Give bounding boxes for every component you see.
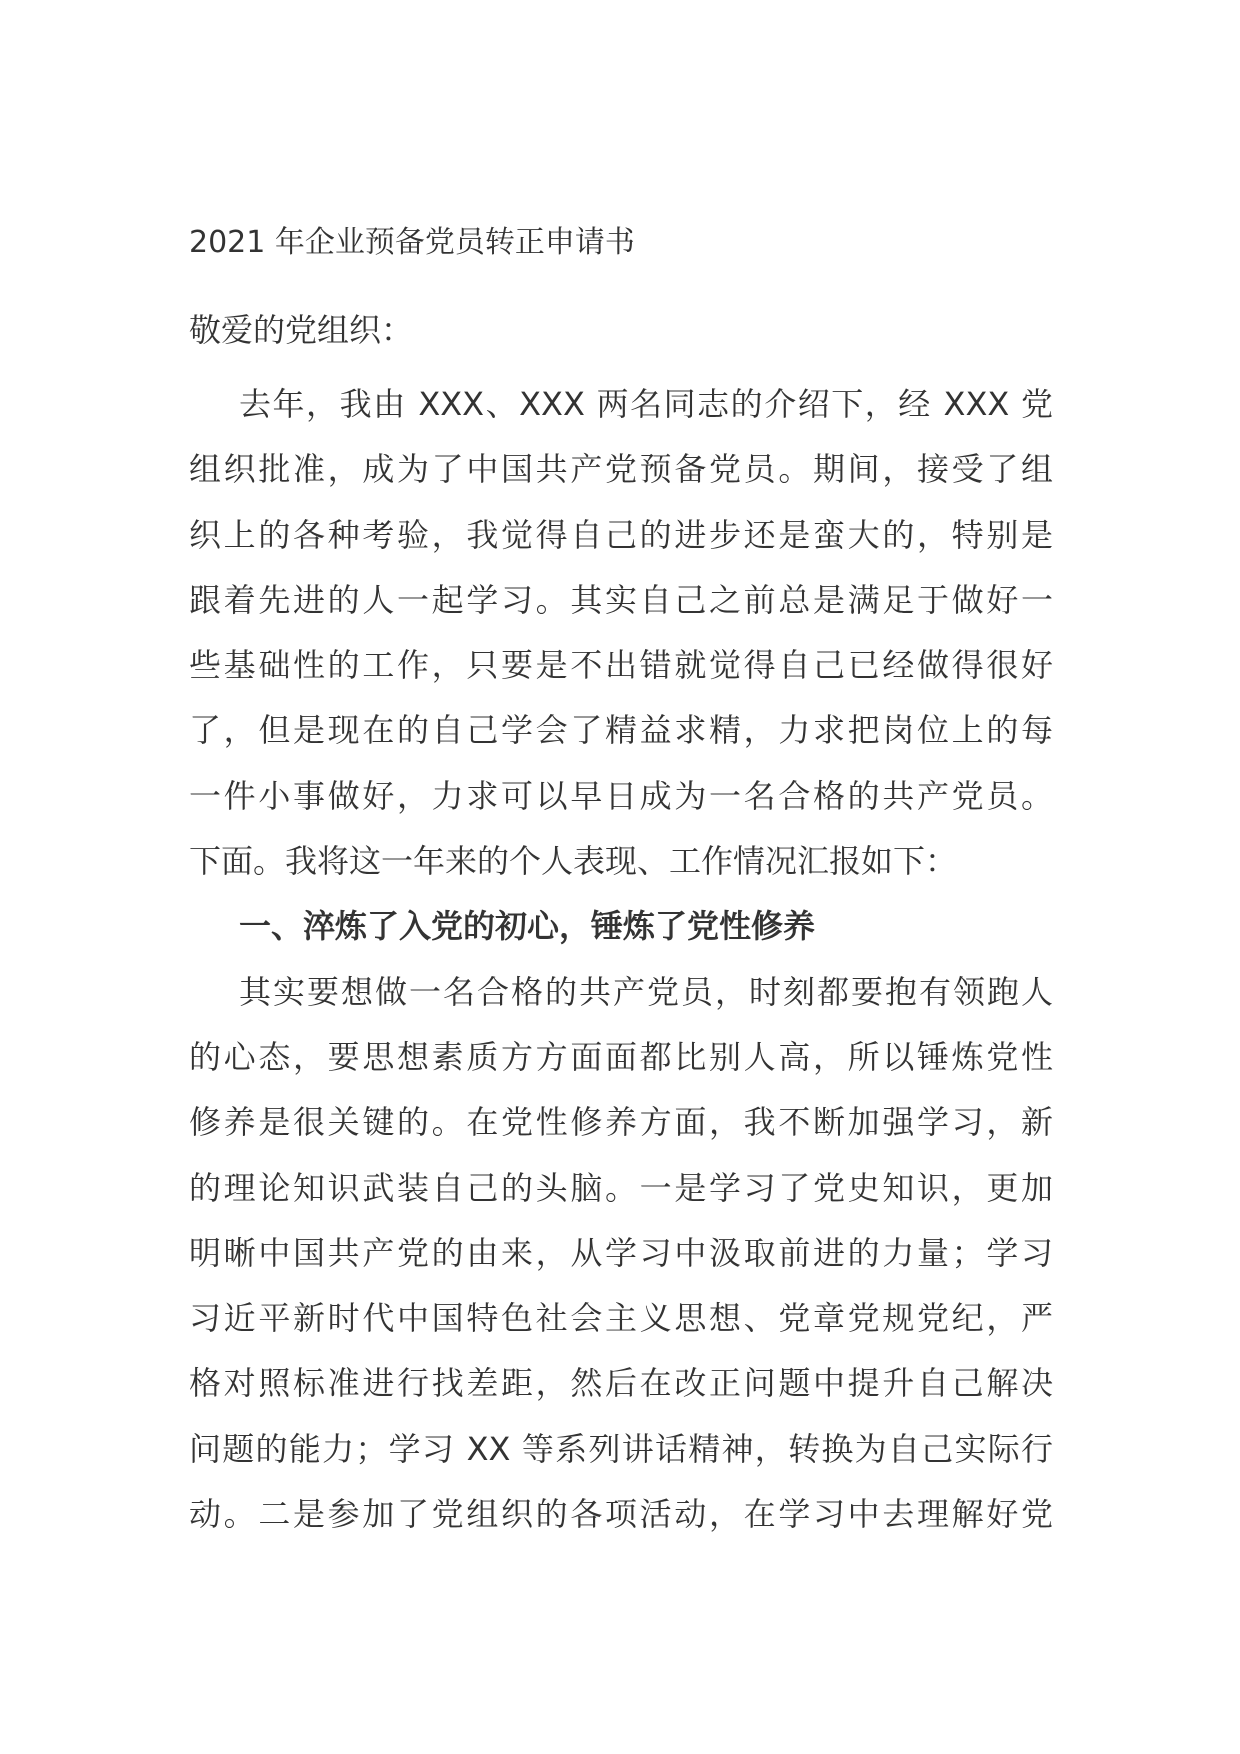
- paragraph-line: 织上的各种考验，我觉得自己的进步还是蛮大的，特别是: [189, 515, 1053, 554]
- paragraph-line: 修养是很关键的。在党性修养方面，我不断加强学习，新: [189, 1103, 1053, 1142]
- salutation: 敬爱的党组织：: [189, 311, 414, 349]
- section-heading: 一、淬炼了入党的初心，锤炼了党性修养: [239, 907, 816, 946]
- paragraph-line: 一件小事做好，力求可以早日成为一名合格的共产党员。: [189, 776, 1053, 815]
- paragraph-line: 问题的能力；学习 XX 等系列讲话精神，转换为自己实际行: [189, 1429, 1053, 1468]
- paragraph-line: 动。二是参加了党组织的各项活动，在学习中去理解好党: [189, 1495, 1053, 1534]
- paragraph-line: 跟着先进的人一起学习。其实自己之前总是满足于做好一: [189, 580, 1053, 619]
- document-body: [189, 372, 1053, 1547]
- paragraph-line: 的理论知识武装自己的头脑。一是学习了党史知识，更加: [189, 1168, 1053, 1207]
- paragraph-line: 其实要想做一名合格的共产党员，时刻都要抱有领跑人: [239, 972, 1053, 1011]
- paragraph-line: 下面。我将这一年来的个人表现、工作情况汇报如下：: [189, 842, 958, 881]
- paragraph-line: 明晰中国共产党的由来，从学习中汲取前进的力量；学习: [189, 1233, 1053, 1272]
- paragraph-line: 组织批准，成为了中国共产党预备党员。期间，接受了组: [189, 450, 1053, 489]
- paragraph-line: 去年，我由 XXX、XXX 两名同志的介绍下，经 XXX 党: [239, 385, 1053, 423]
- paragraph-line: 格对照标准进行找差距，然后在改正问题中提升自己解决: [189, 1364, 1053, 1403]
- paragraph-line: 习近平新时代中国特色社会主义思想、党章党规党纪，严: [189, 1299, 1053, 1338]
- paragraph-line: 了，但是现在的自己学会了精益求精，力求把岗位上的每: [189, 711, 1053, 750]
- document-title: 2021 年企业预备党员转正申请书: [189, 225, 635, 260]
- paragraph-line: 些基础性的工作，只要是不出错就觉得自己已经做得很好: [189, 646, 1053, 685]
- paragraph-line: 的心态，要思想素质方方面面都比别人高，所以锤炼党性: [189, 1037, 1053, 1076]
